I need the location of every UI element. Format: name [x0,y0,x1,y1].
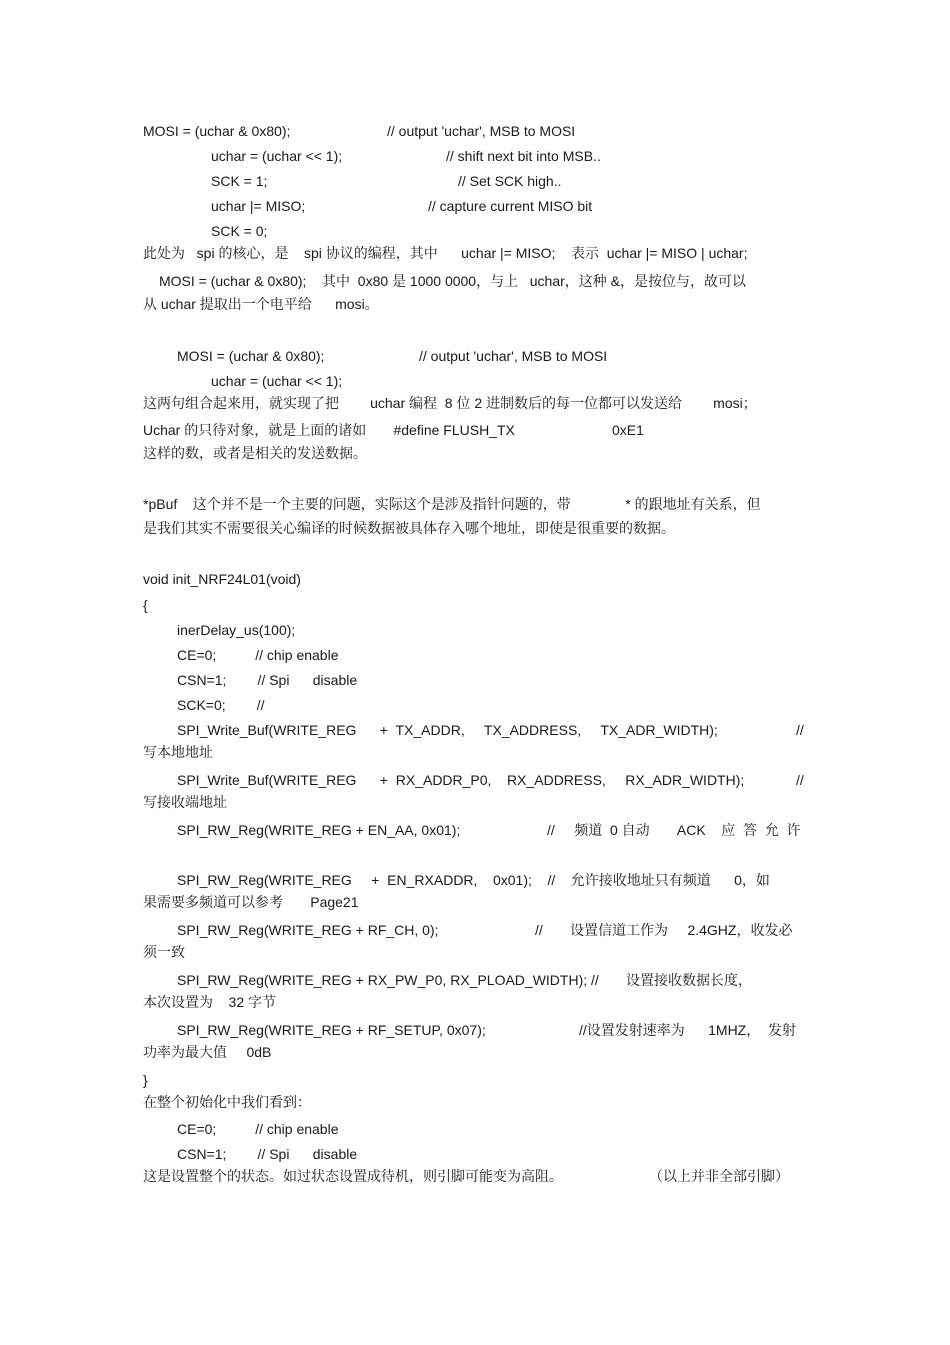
code-line: SPI_RW_Reg(WRITE_REG + RF_CH, 0); [177,922,439,938]
paragraph-line: 本次设置为 32 字节 [143,994,277,1010]
code-comment: // shift next bit into MSB.. [446,148,601,164]
code-comment: // 设置信道工作为 2.4GHZ，收发必 [535,922,793,938]
code-line: { [143,597,148,613]
code-line: SPI_RW_Reg(WRITE_REG + EN_AA, 0x01); [177,822,461,838]
code-line: inerDelay_us(100); [177,622,296,638]
code-line: CE=0; // chip enable [177,1121,339,1137]
code-comment: // 频道 0 自动 ACK 应 答 允 许 [547,822,801,838]
text-line: 0xE1 [612,422,644,438]
code-line: SPI_RW_Reg(WRITE_REG + EN_RXADDR, 0x01); // 允许接收地址只有频道 0，如 [177,872,770,888]
text-line: MOSI = (uchar & 0x80); [177,348,325,364]
paragraph-line: *pBuf 这个并不是一个主要的问题，实际这个是涉及指针问题的，带 * 的跟地址有关系，但 [143,496,761,512]
paragraph-line: 写本地地址 [143,744,213,760]
code-line: SPI_Write_Buf(WRITE_REG + RX_ADDR_P0, RX_ADDRESS, RX_ADR_WIDTH); [177,772,745,788]
paragraph-line: Uchar 的只待对象，就是上面的诸如 #define FLUSH_TX [143,422,515,438]
paragraph-line: 果需要多频道可以参考 Page21 [143,894,359,910]
text-line: MOSI = (uchar & 0x80); [143,123,291,139]
code-comment: //设置发射速率为 1MHZ， 发射 [579,1022,797,1038]
code-line: SPI_RW_Reg(WRITE_REG + RX_PW_P0, RX_PLOAD_WIDTH); // 设置接收数据长度， [177,972,753,988]
code-comment: // capture current MISO bit [428,198,593,214]
text-line: SCK = 0; [211,223,268,239]
text-line: SCK = 1; [211,173,268,189]
paragraph-line: 这样的数，或者是相关的发送数据。 [143,445,367,461]
paragraph-line: 从 uchar 提取出一个电平给 mosi。 [143,296,379,312]
code-line: CE=0; // chip enable [177,647,339,663]
code-comment: // Set SCK high.. [458,173,562,189]
code-line: SPI_Write_Buf(WRITE_REG + TX_ADDR, TX_ADDRESS, TX_ADR_WIDTH); [177,722,718,738]
paragraph-line: 须一致 [143,944,185,960]
text-line: uchar = (uchar << 1); [211,148,343,164]
paragraph-line: 功率为最大值 0dB [143,1044,272,1060]
code-line: CSN=1; // Spi disable [177,672,358,688]
text-line: uchar |= MISO; [211,198,306,214]
code-line: void init_NRF24L01(void) [143,571,301,587]
code-comment: // output 'uchar', MSB to MOSI [419,348,608,364]
paragraph-line: 在整个初始化中我们看到： [143,1094,311,1110]
paragraph-line: 这是设置整个的状态。如过状态设置成待机，则引脚可能变为高阻。 [143,1168,563,1184]
paragraph-line: 写接收端地址 [143,794,227,810]
paragraph-line: 是我们其实不需要很关心编译的时候数据被具体存入哪个地址，即使是很重要的数据。 [143,520,675,536]
code-line: } [143,1072,148,1088]
code-line: SCK=0; // [177,697,265,713]
code-line: SPI_RW_Reg(WRITE_REG + RF_SETUP, 0x07); [177,1022,486,1038]
paragraph-line: MOSI = (uchar & 0x80); 其中 0x80 是 1000 0000，与上 uchar，这种 &，是按位与，故可以 [159,273,747,289]
paragraph-line: （以上并非全部引脚） [649,1168,789,1184]
code-line: CSN=1; // Spi disable [177,1146,358,1162]
paragraph-line: 这两句组合起来用，就实现了把 uchar 编程 8 位 2 进制数后的每一位都可以发送给 mosi； [143,395,757,411]
code-comment: // [796,722,804,738]
paragraph-line: 此处为 spi 的核心，是 spi 协议的编程，其中 uchar |= MISO; 表示 uchar |= MISO | uchar; [143,245,748,261]
text-line: uchar = (uchar << 1); [211,373,343,389]
code-comment: // [796,772,804,788]
code-comment: // output 'uchar', MSB to MOSI [387,123,576,139]
